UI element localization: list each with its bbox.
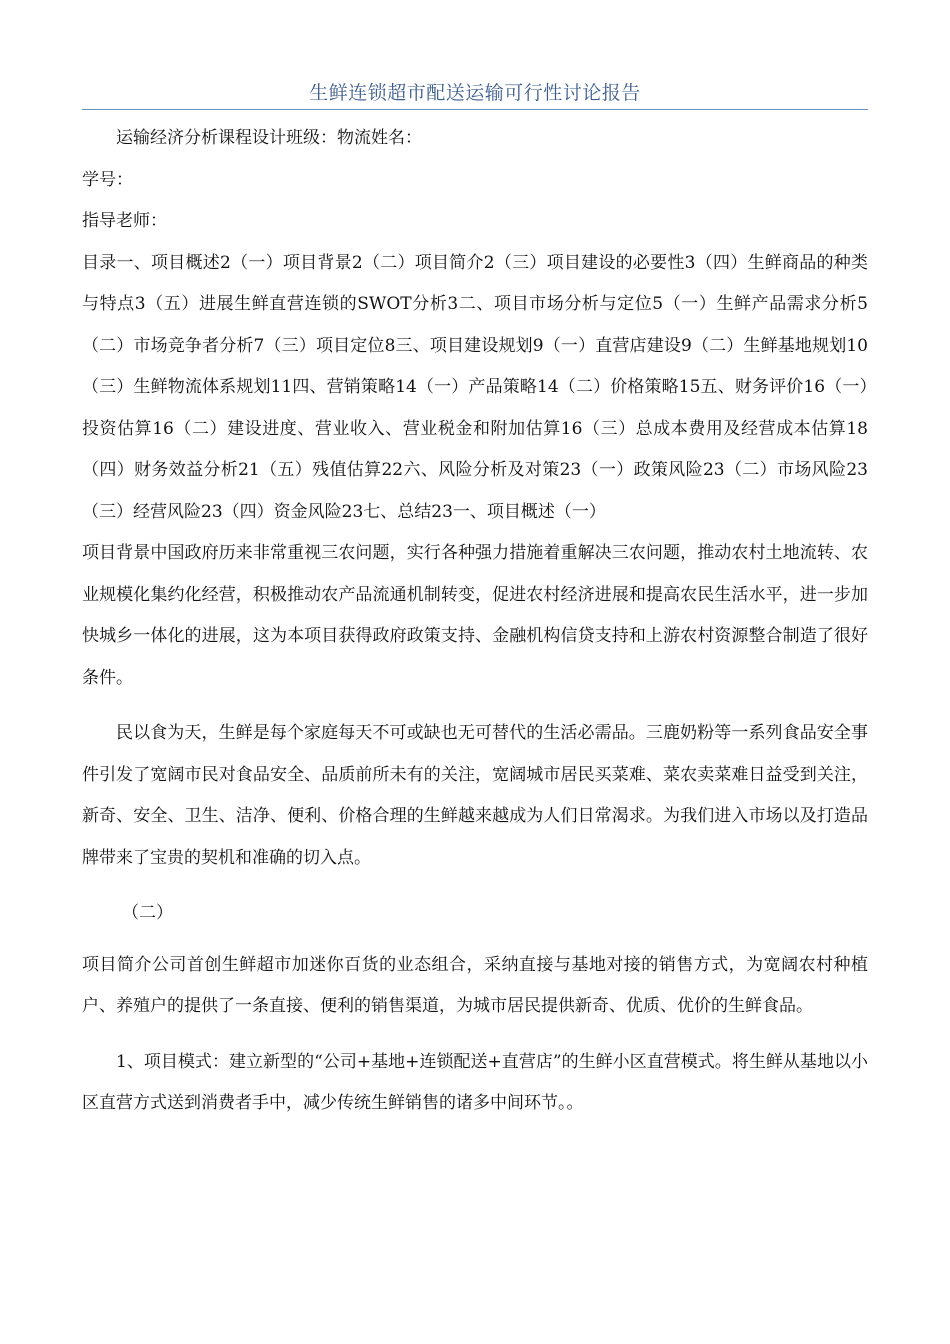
advisor-label: 指导老师：: [82, 211, 167, 231]
student-id-label: 学号：: [82, 169, 133, 190]
table-of-contents: 目录一、项目概述2（一）项目背景2（二）项目简介2（三）项目建设的必要性3（四）生鲜商品的种类与特点3（五）进展生鲜直营连锁的SWOT分析3二、项目市场分析与定位5（一）生鲜产品需求分析5（二）市场竞争者分析7（三）项目定位8三、项目建设规划9（一）直营店建设9（二）生鲜基地规划10（三）生鲜物流体系规划11四、营销策略14（一）产品策略14（二）价格策略15五、财务评价16（一）投资估算16（二）建设进度、营业收入、营业税金和附加估算16（三）总成本费用及经营成本估算18（四）财务效益分析21（五）残值估算22六、风险分析及对策23（一）政策风险23（二）市场风险23（三）经营风险23（四）资金风险23七、总结23一、项目概述（一）: [82, 252, 868, 522]
document-title: 生鲜连锁超市配送运输可行性讨论报告: [309, 82, 641, 104]
document-page: [82, 78, 868, 1125]
project-intro-paragraph: 项目简介公司首创生鲜超市加迷你百货的业态组合，采纳直接与基地对接的销售方式，为宽阔农村种植户、养殖户的提供了一条直接、便利的销售渠道，为城市居民提供新奇、优质、优价的生鲜食品。: [82, 954, 868, 1016]
course-class-name-line: 运输经济分析课程设计班级：物流姓名：: [116, 128, 422, 148]
title-underline: [82, 109, 868, 110]
project-mode-paragraph: 1、项目模式：建立新型的“公司+基地+连锁配送+直营店”的生鲜小区直营模式。将生鲜从基地以小区直营方式送到消费者手中，减少传统生鲜销售的诸多中间环节。。: [82, 1051, 868, 1113]
project-background-paragraph: 项目背景中国政府历来非常重视三农问题，实行各种强力措施着重解决三农问题，推动农村土地流转、农业规模化集约化经营，积极推动农产品流通机制转变，促进农村经济进展和提高农民生活水平，进一步加快城乡一体化的进展，这为本项目获得政府政策支持、金融机构信贷支持和上游农村资源整合制造了很好条件。: [82, 543, 868, 688]
food-safety-paragraph: 民以食为天，生鲜是每个家庭每天不可或缺也无可替代的生活必需品。三鹿奶粉等一系列食品安全事件引发了宽阔市民对食品安全、品质前所未有的关注，宽阔城市居民买菜难、菜农卖菜难日益受到关注，新奇、安全、卫生、洁净、便利、价格合理的生鲜越来越成为人们日常渴求。为我们进入市场以及打造品牌带来了宝贵的契机和准确的切入点。: [82, 723, 868, 868]
section-two-heading: （二）: [122, 903, 173, 923]
